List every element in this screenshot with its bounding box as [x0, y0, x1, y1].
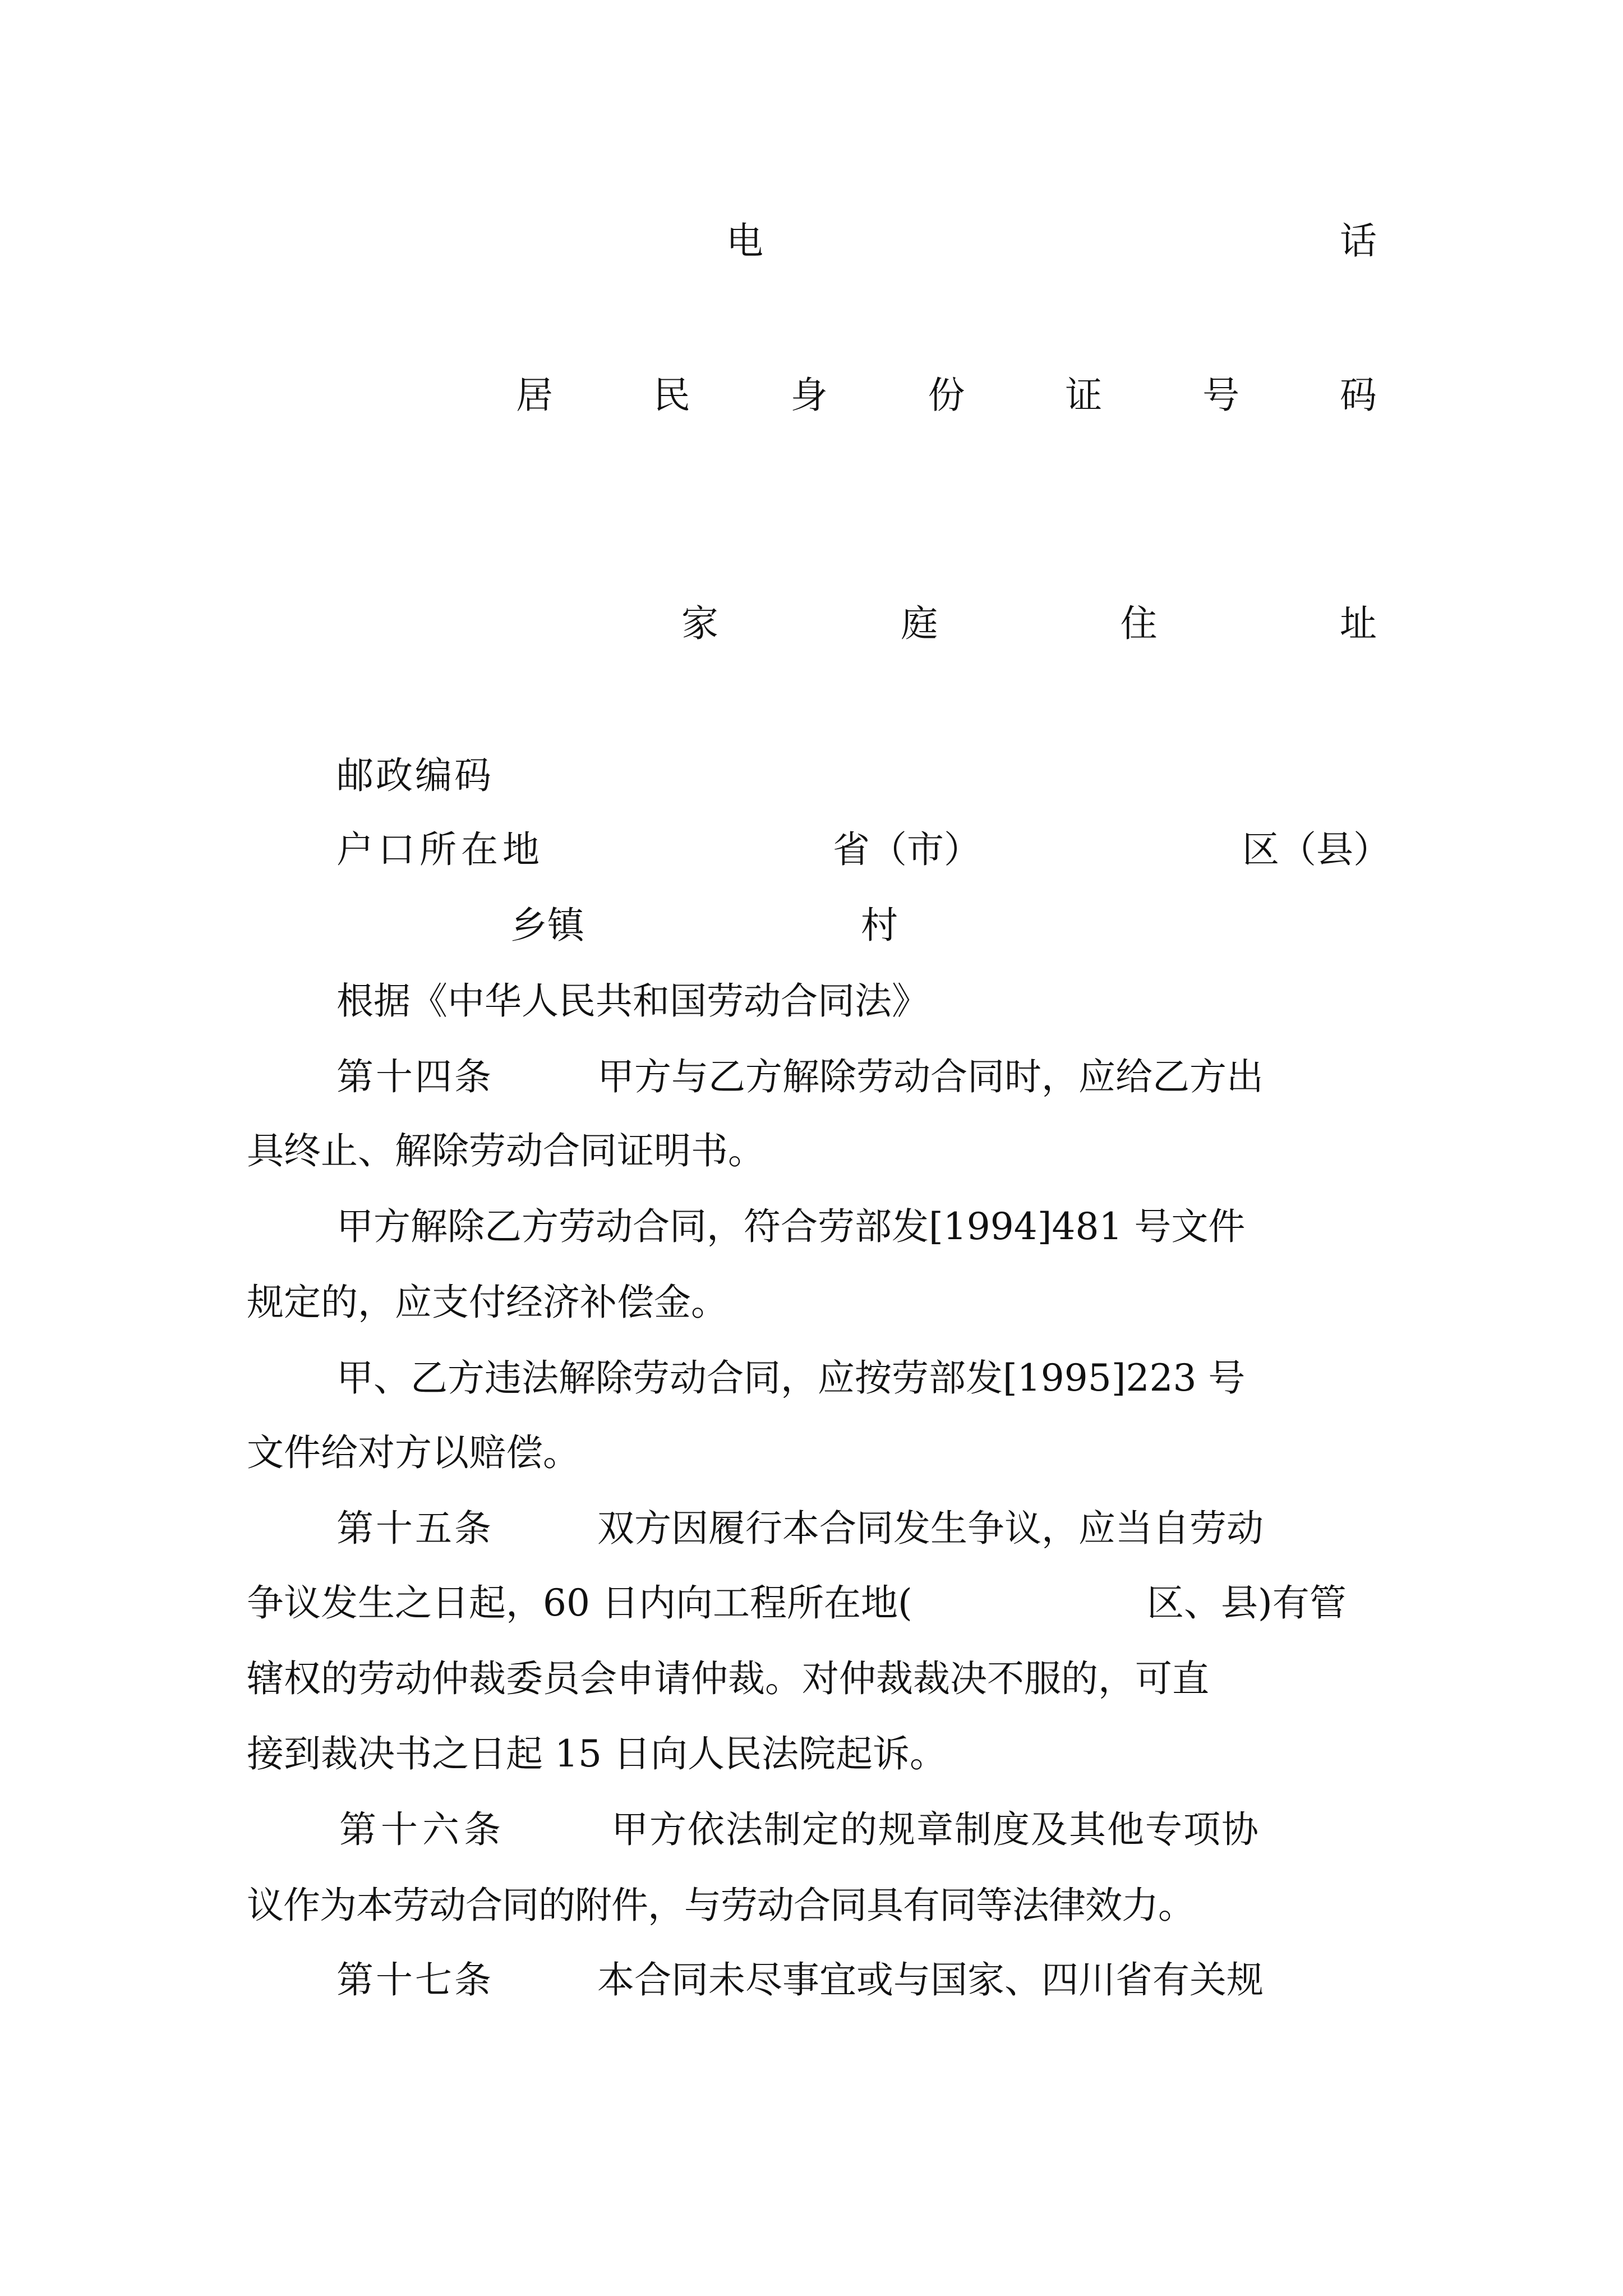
label-char: 居	[516, 374, 553, 417]
label-char: 民	[653, 374, 690, 417]
article-14-heading: 第十四条	[336, 1055, 494, 1098]
id-number-field-label	[516, 373, 1377, 418]
article-16-text: 议作为本劳动合同的附件，与劳动合同具有同等法律效力。	[247, 1884, 1195, 1927]
article-16-text: 甲方依法制定的规章制度及其他专项协	[611, 1808, 1260, 1851]
article-14-paragraph: 规定的，应支付经济补偿金。	[247, 1281, 728, 1324]
label-char: 证	[1065, 374, 1103, 417]
hukou-district-label: 区（县）	[1242, 828, 1390, 871]
article-14-text: 具终止、解除劳动合同证明书。	[247, 1129, 765, 1172]
label-char: 码	[1339, 374, 1377, 417]
hukou-village-label: 村	[861, 904, 898, 947]
article-17-text: 本合同未尽事宜或与国家、四川省有关规	[597, 1958, 1264, 2001]
article-17-heading: 第十七条	[336, 1958, 494, 2001]
label-char: 住	[1120, 602, 1158, 645]
postcode-field-label: 邮政编码	[336, 754, 494, 797]
phone-field-label	[726, 219, 1377, 264]
article-15-text: 争议发生之日起，60 日内向工程所在地(	[247, 1581, 912, 1625]
label-char: 身	[790, 374, 828, 417]
hukou-field-label: 户口所在地	[336, 828, 544, 871]
label-char: 家	[681, 602, 718, 645]
label-char: 号	[1202, 374, 1240, 417]
label-char: 址	[1339, 602, 1377, 645]
article-15-text: 辖权的劳动仲裁委员会申请仲裁。对仲裁裁决不服的，可直	[247, 1657, 1209, 1700]
label-char: 话	[1340, 219, 1377, 263]
article-14-text: 甲方与乙方解除劳动合同时，应给乙方出	[597, 1055, 1264, 1098]
article-16-heading: 第十六条	[339, 1808, 505, 1851]
home-address-field-label	[681, 601, 1377, 646]
article-15-text: 区、县)有管	[1147, 1581, 1347, 1625]
label-char: 份	[928, 374, 965, 417]
article-14-paragraph: 文件给对方以赔偿。	[247, 1431, 580, 1474]
article-15-text: 接到裁决书之日起 15 日向人民法院起诉。	[247, 1732, 947, 1775]
article-15-text: 双方因履行本合同发生争议，应当自劳动	[597, 1507, 1264, 1550]
hukou-province-label: 省（市）	[833, 828, 981, 871]
article-14-paragraph: 甲方解除乙方劳动合同，符合劳部发[1994]481 号文件	[336, 1205, 1246, 1248]
article-14-paragraph: 甲、乙方违法解除劳动合同，应按劳部发[1995]223 号	[336, 1356, 1246, 1400]
article-15-heading: 第十五条	[336, 1507, 494, 1550]
label-char: 电	[726, 219, 763, 263]
hukou-town-label: 乡镇	[510, 904, 584, 947]
legal-basis-line: 根据《中华人民共和国劳动合同法》	[336, 979, 929, 1023]
label-char: 庭	[901, 602, 938, 645]
